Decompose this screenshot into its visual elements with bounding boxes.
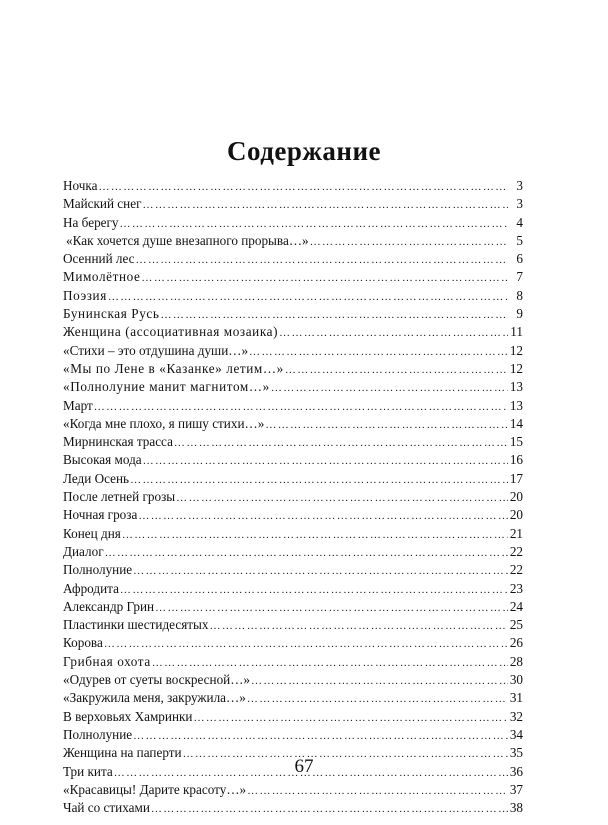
toc-entry [63,634,523,652]
toc-entry-page: 9 [516,306,523,322]
toc-entry [63,708,523,726]
toc-entry-title: «Когда мне плохо, я пишу стихи…» [63,415,265,431]
table-of-contents [63,177,523,817]
toc-entry-title: Поэзия [63,287,107,303]
toc-entry [63,726,523,744]
toc-entry-title: «Одурев от суеты воскресной…» [63,672,251,688]
dot-leader [142,196,508,213]
toc-entry-title: Мирнинская трасса [63,434,173,450]
toc-entry-page: 21 [509,525,523,541]
dot-leader [251,672,508,689]
toc-entry-page: 22 [509,562,523,578]
toc-entry-page: 3 [516,196,523,212]
toc-entry-page: 31 [509,690,523,706]
toc-entry-title: В верховьях Хамринки [63,708,193,724]
toc-entry-page: 23 [509,580,523,596]
toc-entry-title: Ночная гроза [63,507,138,523]
toc-entry [63,598,523,616]
toc-entry-page: 16 [509,452,523,468]
toc-entry-title: «Мы по Лене в «Казанке» летим…» [63,360,284,376]
toc-entry-page: 8 [516,287,523,303]
toc-entry-title: Александр Грин [63,598,155,614]
toc-entry-page: 17 [509,470,523,486]
toc-entry-page: 12 [509,342,523,358]
dot-leader [122,526,508,543]
toc-entry [63,799,523,817]
toc-entry-page: 6 [516,251,523,267]
toc-entry [63,525,523,543]
dot-leader [120,215,508,232]
toc-entry-title: Март [63,397,93,413]
toc-entry-title: Высокая мода [63,452,142,468]
toc-entry [63,287,523,305]
toc-entry [63,470,523,488]
toc-entry-title: Корова [63,635,103,651]
toc-entry-title: Ночка [63,178,98,193]
dot-leader [247,782,508,799]
toc-entry-title: Мимолётное [63,269,141,285]
toc-entry-page: 15 [509,434,523,450]
toc-entry-title: Полнолуние [63,726,133,742]
toc-entry-page: 7 [516,269,523,285]
toc-entry [63,378,523,396]
toc-entry-page: 28 [509,653,523,669]
dot-leader [285,361,508,378]
toc-entry-title: Женщина на паперти [63,745,182,761]
toc-entry [63,323,523,341]
toc-entry-title: Леди Осень [63,470,130,486]
toc-entry-page: 37 [509,781,523,797]
toc-entry-title: Майский снег [63,196,142,212]
toc-entry [63,580,523,598]
dot-leader [133,562,508,579]
toc-entry-page: 35 [509,745,523,761]
toc-entry [63,195,523,213]
toc-entry [63,543,523,561]
toc-entry-page: 14 [509,415,523,431]
toc-entry-title: «Красавицы! Дарите красоту…» [63,781,247,797]
toc-entry-title: После летней грозы [63,489,176,505]
toc-entry-page: 13 [509,379,523,395]
toc-entry-page: 20 [509,489,523,505]
dot-leader [155,599,508,616]
toc-entry-page: 38 [509,800,523,816]
toc-entry-page: 34 [509,726,523,742]
dot-leader [174,434,508,451]
toc-entry [63,342,523,360]
toc-entry-title: «Закружила меня, закружила…» [63,690,246,706]
page-title: Содержание [226,136,382,166]
toc-entry-title: Диалог [63,543,104,559]
toc-entry [63,305,523,323]
toc-entry [63,177,523,195]
toc-entry [63,415,523,433]
dot-leader [152,654,508,671]
dot-leader [98,178,508,195]
dot-leader [151,800,508,817]
toc-entry-title: На берегу [63,214,119,230]
dot-leader [120,581,508,598]
toc-entry-page: 4 [516,214,523,230]
dot-leader [193,709,508,726]
toc-entry [63,781,523,799]
dot-leader [130,471,508,488]
dot-leader [133,727,508,744]
toc-entry [63,488,523,506]
dot-leader [265,416,508,433]
dot-leader [279,324,508,341]
toc-entry [63,653,523,671]
toc-entry-title: Осенний лес [63,251,135,267]
toc-entry-page: 11 [510,324,523,340]
dot-leader [249,343,508,360]
toc-entry-page: 5 [516,232,523,248]
toc-entry [63,268,523,286]
page-number: 67 [294,756,314,777]
toc-entry [63,397,523,415]
toc-entry-title: Афродита [63,580,119,596]
dot-leader [310,233,508,250]
dot-leader [105,544,508,561]
toc-entry-page: 22 [509,543,523,559]
dot-leader [176,489,508,506]
toc-entry-title: Пластинки шестидесятых [63,617,209,633]
toc-entry [63,451,523,469]
toc-entry-page: 36 [509,763,523,779]
dot-leader [104,635,508,652]
dot-leader [271,379,508,396]
toc-entry [63,360,523,378]
toc-entry [63,433,523,451]
toc-entry [63,671,523,689]
toc-entry-title: Женщина (ассоциативная мозаика) [63,324,279,340]
toc-entry [63,616,523,634]
toc-entry-title: «Стихи – это отдушина души…» [63,342,249,358]
dot-leader [94,398,508,415]
toc-entry-page: 25 [509,617,523,633]
toc-entry-page: 20 [509,507,523,523]
toc-entry-page: 30 [509,672,523,688]
toc-entry-title: Бунинская Русь [63,306,160,322]
toc-entry-title: Конец дня [63,525,121,541]
dot-leader [108,288,508,305]
toc-entry-page: 32 [509,708,523,724]
toc-entry-page: 3 [516,178,523,193]
dot-leader [247,690,508,707]
toc-entry-title: Грибная охота [63,653,151,669]
toc-entry-title: Три кита [63,763,113,779]
toc-entry-page: 26 [509,635,523,651]
toc-entry [63,561,523,579]
toc-entry-title: «Как хочется душе внезапного прорыва…» [66,232,309,248]
toc-entry-page: 12 [509,360,523,376]
dot-leader [141,269,508,286]
toc-entry-title: Полнолуние [63,562,133,578]
toc-entry-title: «Полнолуние манит магнитом…» [63,379,270,395]
dot-leader [136,251,508,268]
toc-entry [63,214,523,232]
toc-entry [63,232,523,250]
dot-leader [160,306,508,323]
dot-leader [210,617,509,634]
toc-entry-title: Чай со стихами [63,800,150,816]
dot-leader [138,507,508,524]
toc-entry [63,689,523,707]
toc-entry [63,506,523,524]
toc-entry-page: 13 [509,397,523,413]
toc-entry [63,250,523,268]
dot-leader [143,452,508,469]
toc-entry-page: 24 [509,598,523,614]
